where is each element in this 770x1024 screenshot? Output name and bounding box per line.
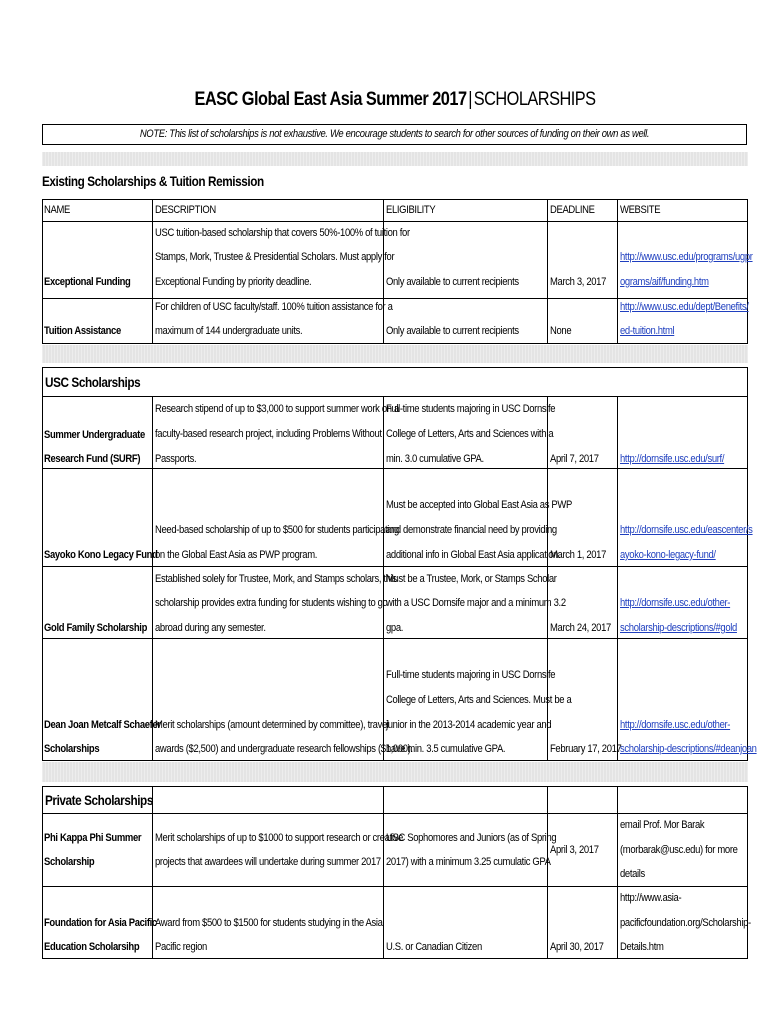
note-text: NOTE: This list of scholarships is not exhaustive. We encourage students to search for other sources of funding on their own as well.: [139, 128, 650, 140]
row-website-link[interactable]: scholarship-descriptions/#gold: [620, 622, 737, 634]
header-deadline: DEADLINE: [550, 204, 595, 216]
row-description: maximum of 144 undergraduate units.: [155, 325, 303, 337]
row-description: faculty-based research project, including Problems Without: [155, 428, 382, 440]
row-deadline: February 17, 2017: [550, 743, 622, 755]
row-description: Stamps, Mork, Trustee & Presidential Scholars. Must apply for: [155, 251, 395, 263]
row-name: Tuition Assistance: [44, 325, 121, 337]
row-website-link[interactable]: http://www.usc.edu/dept/Benefits/: [620, 301, 749, 313]
row-name: Gold Family Scholarship: [44, 622, 148, 634]
row-description: awards ($2,500) and undergraduate research fellowships ($1,000).: [155, 743, 413, 755]
row-website-link[interactable]: http://dornsife.usc.edu/other-: [620, 597, 731, 609]
row-website-link[interactable]: ed-tuition.html: [620, 325, 675, 337]
row-eligibility: Only available to current recipients: [386, 325, 519, 337]
title-separator: |: [468, 89, 472, 110]
row-description: Research stipend of up to $3,000 to support summer work on a: [155, 403, 399, 415]
row-website: pacificfoundation.org/Scholarship-: [620, 917, 751, 929]
row-website-link[interactable]: http://dornsife.usc.edu/other-: [620, 719, 731, 731]
row-name: Exceptional Funding: [44, 276, 131, 288]
row-description: Exceptional Funding by priority deadline.: [155, 276, 312, 288]
row-deadline: March 3, 2017: [550, 276, 607, 288]
row-website-link[interactable]: ayoko-kono-legacy-fund/: [620, 549, 716, 561]
row-deadline: March 1, 2017: [550, 549, 607, 561]
header-name: NAME: [44, 204, 70, 216]
row-description: For children of USC faculty/staff. 100% tuition assistance for a: [155, 301, 393, 313]
header-eligibility: ELIGIBILITY: [386, 204, 436, 216]
row-description: Established solely for Trustee, Mork, and Stamps scholars, this: [155, 573, 397, 585]
row-description: Need-based scholarship of up to $500 for students participating: [155, 524, 399, 536]
row-eligibility: 2017) with a minimum 3.25 cumulatic GPA: [386, 856, 551, 868]
row-eligibility: Full-time students majoring in USC Dornsife: [386, 403, 556, 415]
row-deadline: None: [550, 325, 572, 337]
row-name: Research Fund (SURF): [44, 453, 141, 465]
page-title: [91, 88, 698, 112]
row-eligibility: junior in the 2013-2014 academic year and: [386, 719, 552, 731]
row-website-link[interactable]: ograms/aif/funding.htm: [620, 276, 709, 288]
row-name: Phi Kappa Phi Summer: [44, 832, 142, 844]
row-website: details: [620, 868, 645, 880]
row-name: Scholarship: [44, 856, 95, 868]
row-description: scholarship provides extra funding for students wishing to go: [155, 597, 388, 609]
row-description: on the Global East Asia as PWP program.: [155, 549, 318, 561]
row-name: Sayoko Kono Legacy Fund: [44, 549, 158, 561]
row-website: (morbarak@usc.edu) for more: [620, 844, 738, 856]
header-website: WEBSITE: [620, 204, 661, 216]
row-eligibility: U.S. or Canadian Citizen: [386, 941, 482, 953]
title-main: EASC Global East Asia Summer 2017: [194, 89, 467, 110]
row-name: Education Scholarsihp: [44, 941, 140, 953]
row-name: Dean Joan Metcalf Schaefer: [44, 719, 161, 731]
row-description: Pacific region: [155, 941, 207, 953]
row-eligibility: with a USC Dornsife major and a minimum 3.2: [386, 597, 566, 609]
row-eligibility: Must be a Trustee, Mork, or Stamps Scholar: [386, 573, 557, 585]
spacer-band: [42, 152, 748, 166]
row-description: USC tuition-based scholarship that covers 50%-100% of tuition for: [155, 227, 410, 239]
row-eligibility: College of Letters, Arts and Sciences. Must be a: [386, 694, 572, 706]
row-website-link[interactable]: http://www.usc.edu/programs/ugpr: [620, 251, 753, 263]
row-eligibility: additional info in Global East Asia application.: [386, 549, 561, 561]
row-eligibility: and demonstrate financial need by providing: [386, 524, 557, 536]
row-eligibility: Full-time students majoring in USC Dornsife: [386, 669, 556, 681]
row-name: Foundation for Asia Pacific: [44, 917, 157, 929]
spacer-band: [42, 762, 748, 782]
row-eligibility: gpa.: [386, 622, 404, 634]
section-title-private: Private Scholarships: [45, 792, 153, 808]
row-website: Details.htm: [620, 941, 664, 953]
section-title-existing: Existing Scholarships & Tuition Remission: [42, 173, 264, 189]
row-name: Summer Undergraduate: [44, 429, 145, 441]
row-deadline: April 3, 2017: [550, 844, 599, 856]
title-subtitle: SCHOLARSHIPS: [473, 89, 596, 110]
row-eligibility: Must be accepted into Global East Asia as PWP: [386, 499, 572, 511]
row-website: http://www.asia-: [620, 892, 682, 904]
row-eligibility: min. 3.0 cumulative GPA.: [386, 453, 484, 465]
row-name: Scholarships: [44, 743, 100, 755]
row-description: Award from $500 to $1500 for students studying in the Asia: [155, 917, 383, 929]
row-eligibility: College of Letters, Arts and Sciences with a: [386, 428, 554, 440]
row-website-link[interactable]: scholarship-descriptions/#deanjoan: [620, 743, 757, 755]
row-deadline: March 24, 2017: [550, 622, 611, 634]
row-description: Merit scholarships of up to $1000 to support research or creative: [155, 832, 403, 844]
note-box: [42, 124, 747, 145]
row-description: projects that awardees will undertake during summer 2017: [155, 856, 381, 868]
row-eligibility: Only available to current recipients: [386, 276, 519, 288]
row-website-link[interactable]: http://dornsife.usc.edu/surf/: [620, 453, 725, 465]
spacer-band: [42, 345, 748, 363]
row-description: Passports.: [155, 453, 197, 465]
row-description: abroad during any semester.: [155, 622, 266, 634]
row-eligibility: USC Sophomores and Juniors (as of Spring: [386, 832, 557, 844]
row-eligibility: have min. 3.5 cumulative GPA.: [386, 743, 506, 755]
section-title-usc: USC Scholarships: [45, 374, 141, 390]
row-deadline: April 30, 2017: [550, 941, 604, 953]
header-description: DESCRIPTION: [155, 204, 216, 216]
row-website: email Prof. Mor Barak: [620, 819, 705, 831]
row-description: Merit scholarships (amount determined by committee), travel: [155, 719, 389, 731]
row-deadline: April 7, 2017: [550, 453, 599, 465]
row-website-link[interactable]: http://dornsife.usc.edu/eascenter/s: [620, 524, 753, 536]
